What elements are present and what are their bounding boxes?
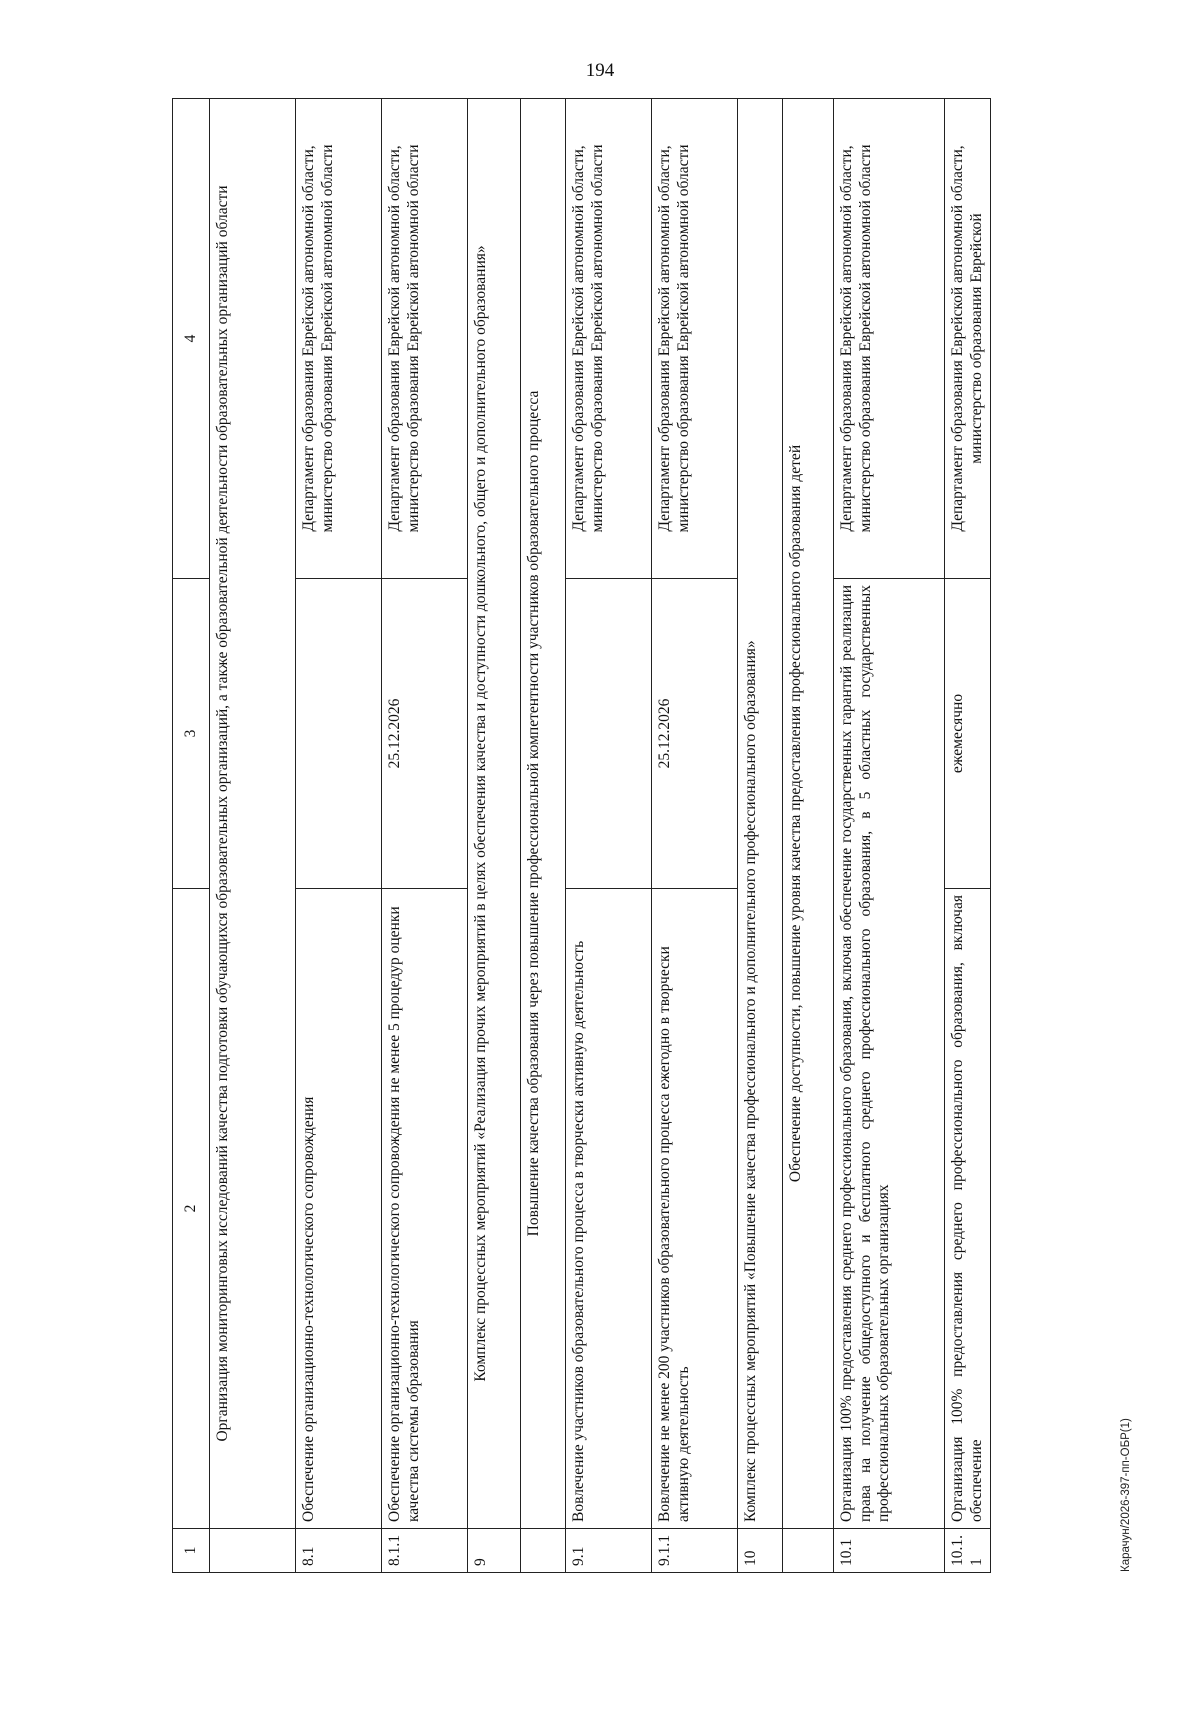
activity-text: Обеспечение организационно-технологического сопровождения не менее 5 процедур оценки качества системы образования <box>382 889 468 1529</box>
table-row <box>945 99 991 1573</box>
row-number <box>521 1529 566 1573</box>
table-row <box>521 99 566 1573</box>
task-heading: Повышение качества образования через повышение профессиональной компетентности участников образовательного процесса <box>521 99 566 1529</box>
row-number: 9.1 <box>566 1529 652 1573</box>
responsible: Департамент образования Еврейской автономной области, министерство образования Еврейской <box>945 99 991 579</box>
deadline: 25.12.2026 <box>652 579 738 889</box>
activities-table <box>172 98 991 1573</box>
deadline: ежемесячно <box>945 579 991 889</box>
activity-text: Организация 100% предоставления среднего профессионального образования, включая обеспечение государственных гарантий реализации права на получение общедоступного и бесплатного среднего профессионального образования, в 5 областных государственных профессиональных образовательных организациях <box>834 579 945 1529</box>
row-number: 9 <box>468 1529 521 1573</box>
table-header-row <box>173 99 210 1573</box>
responsible: Департамент образования Еврейской автономной области, министерство образования Еврейской автономной области <box>566 99 652 579</box>
table-row <box>566 99 652 1573</box>
page-number: 194 <box>585 60 615 81</box>
row-number: 8.1 <box>296 1529 382 1573</box>
responsible: Департамент образования Еврейской автономной области, министерство образования Еврейской автономной области <box>652 99 738 579</box>
table-row <box>783 99 834 1573</box>
document-code: Карачун/2026-397-пп-ОБР(1) <box>1120 1418 1132 1572</box>
header-cell: 4 <box>173 99 210 579</box>
responsible: Департамент образования Еврейской автономной области, министерство образования Еврейской автономной области <box>382 99 468 579</box>
task-heading: Организация мониторинговых исследований качества подготовки обучающихся образовательных организаций, а также образовательной деятельности образовательных организаций области <box>210 99 296 1529</box>
responsible: Департамент образования Еврейской автономной области, министерство образования Еврейской автономной области <box>296 99 382 579</box>
header-cell: 1 <box>173 1529 210 1573</box>
activity-text: Обеспечение организационно-технологического сопровождения <box>296 889 382 1529</box>
activity-text: Вовлечение участников образовательного процесса в творчески активную деятельность <box>566 889 652 1529</box>
task-heading: Обеспечение доступности, повышение уровня качества предоставления профессионального образования детей <box>783 99 834 1529</box>
table-row <box>652 99 738 1573</box>
deadline <box>296 579 382 889</box>
table-row <box>468 99 521 1573</box>
row-number: 8.1.1 <box>382 1529 468 1573</box>
row-number: 10.1 <box>834 1529 945 1573</box>
activity-text: Вовлечение не менее 200 участников образовательного процесса ежегодно в творчески активную деятельность <box>652 889 738 1529</box>
row-number: 10 <box>738 1529 783 1573</box>
row-number: 10.1.1 <box>945 1529 991 1573</box>
table-row <box>738 99 783 1573</box>
row-number <box>210 1529 296 1573</box>
table-row <box>296 99 382 1573</box>
header-cell: 3 <box>173 579 210 889</box>
header-cell: 2 <box>173 889 210 1529</box>
table-row <box>210 99 296 1573</box>
table-row <box>382 99 468 1573</box>
table-row <box>834 99 945 1573</box>
deadline: 25.12.2026 <box>382 579 468 889</box>
row-number: 9.1.1 <box>652 1529 738 1573</box>
section-heading: Комплекс процессных мероприятий «Реализация прочих мероприятий в целях обеспечения качества и доступности дошкольного, общего и дополнительного образования» <box>468 99 521 1529</box>
rotated-table-container <box>172 99 991 1573</box>
responsible: Департамент образования Еврейской автономной области, министерство образования Еврейской автономной области <box>834 99 945 579</box>
activity-text: Организация 100% предоставления среднего профессионального образования, включая обеспечение <box>945 889 991 1529</box>
section-heading: Комплекс процессных мероприятий «Повышение качества профессионального и дополнительного профессионального образования» <box>738 99 783 1529</box>
deadline <box>566 579 652 889</box>
row-number <box>783 1529 834 1573</box>
